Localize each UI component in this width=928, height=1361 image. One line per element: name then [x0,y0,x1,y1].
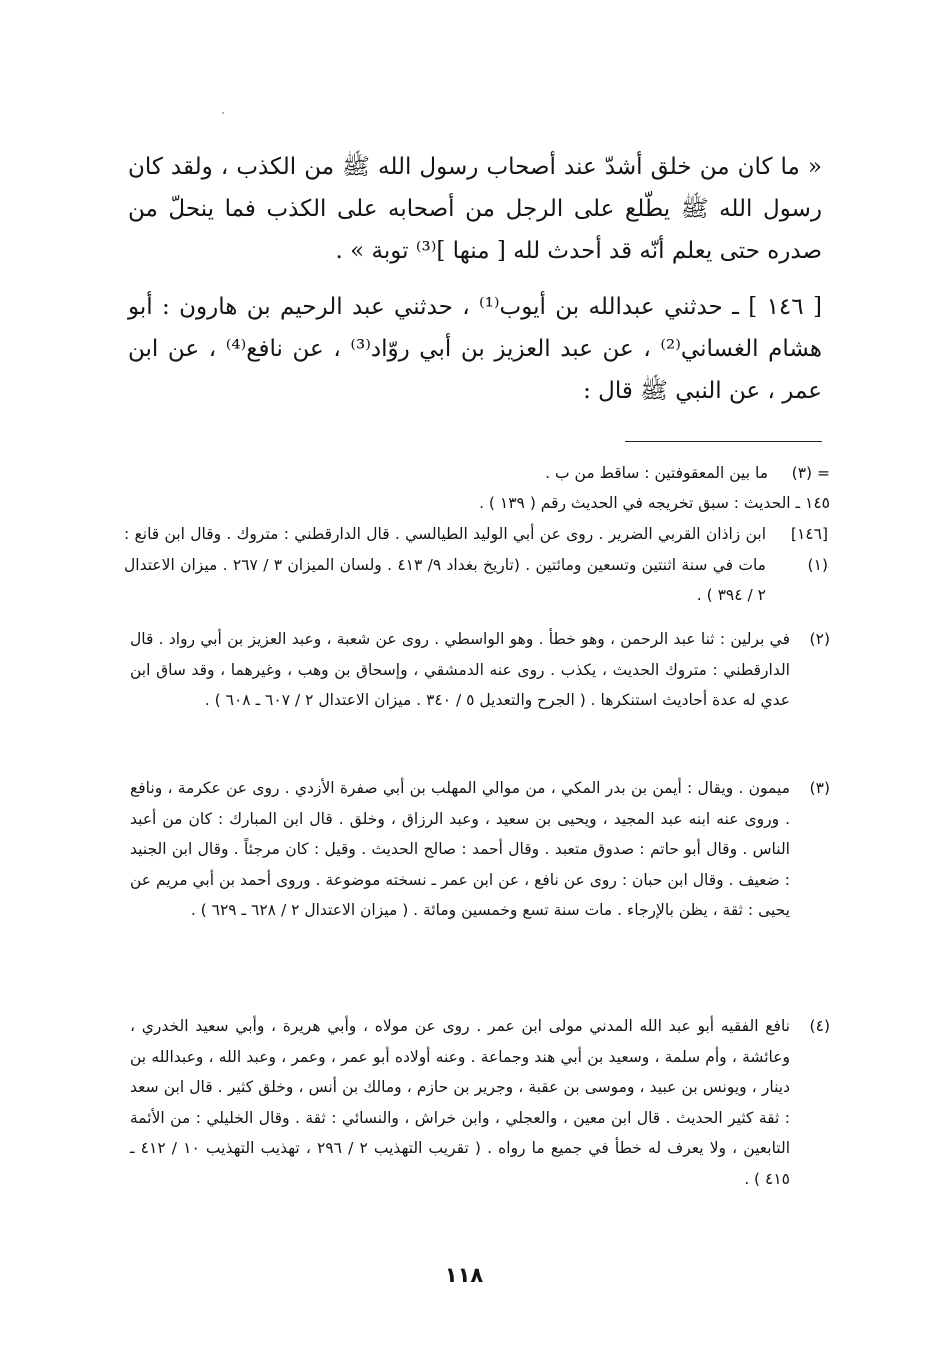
footnote-text: ابن زاذان القربي الضرير . روى عن أبي الوليد الطيالسي . قال الدارقطني : متروك . وقال ابن قانع : مات في سنة اثنتين وتسعين ومائتين . (تاريخ بغداد ٩/ ٤١٣ . ولسان الميزان ٣ / ٢٦٧ . ميزان الاعتدال ٢ / ٣٩٤ ) . [124,525,766,604]
main-paragraph-hadith-quote: « ما كان من خلق أشدّ عند أصحاب رسول الله ﷺ من الكذب ، ولقد كان رسول الله ﷺ يطّلع على الرجل من أصحابه على الكذب فما ينحلّ من صدره حتى يعلم أنّه قد أحدث لله [ منها ]⁽³⁾ توبة » . [128,154,822,264]
page-speck [222,112,224,114]
footnote-text: ما بين المعقوفتين : ساقط من ب . [545,464,768,482]
footnote-separator-rule [625,441,822,442]
footnote-145 [130,488,830,519]
footnote-146-1 [124,519,828,611]
footnote-text: ١٤٥ ـ الحديث : سبق تخريجه في الحديث رقم ( ١٣٩ ) . [479,494,830,512]
footnote-label: = (٣) [791,464,830,482]
footnote-label: (٤) [809,1017,830,1035]
page-number: ١١٨ [444,1263,484,1287]
footnote-3 [130,773,830,926]
footnote-text: ميمون . ويقال : أيمن بن بدر المكي ، من موالي المهلب بن أبي صفرة الأزدي . روى عن عكرمة ، ونافع . وروى عنه ابنه عبد المجيد ، ويحيى بن سعيد ، وعبد الرزاق ، وخلق . قال ابن المبارك : كان من أعبد الناس . وقال أبو حاتم : صدوق متعبد . وقال أحمد : صالح الحديث . وقيل : كان مرجئاً . وقال ابن الجنيد : ضعيف . وقال ابن حبان : روى عن نافع ، عن ابن عمر ـ نسخته موضوعة . وروى أحمد بن أبي مريم عن يحيى : ثقة ، يظن بالإرجاء . مات سنة تسع وخمسين ومائة . ( ميزان الاعتدال ٢ / ٦٢٨ ـ ٦٢٩ ) . [130,779,790,919]
footnote-label: [١٤٦] (١) [790,525,828,574]
footnote-2 [130,624,830,716]
footnote-text: في برلين : ثنا عبد الرحمن ، وهو خطأ . وهو الواسطي . روى عن شعبة ، وعبد العزيز بن أبي رواد . قال الدارقطني : متروك الحديث ، يكذب . روى عنه الدمشقي ، وإسحاق بن وهب ، وغيرهما ، وقد ساق ابن عدي له عدة أحاديث استنكرها . ( الجرح والتعديل ٥ / ٣٤٠ . ميزان الاعتدال ٢ / ٦٠٧ ـ ٦٠٨ ) . [130,630,790,709]
footnote-4 [130,1011,830,1194]
main-paragraph-hadith-146-chain: [ ١٤٦ ] ـ حدثني عبدالله بن أيوب⁽¹⁾ ، حدثني عبد الرحيم بن هارون : أبو هشام الغساني⁽²⁾ ، عن عبد العزيز بن أبي روّاد⁽³⁾ ، عن نافع⁽⁴⁾ ، عن ابن عمر ، عن النبي ﷺ قال : [128,294,822,404]
footnote-label: (٢) [809,630,830,648]
footnote-carryover-3 [130,458,830,489]
footnote-text: نافع الفقيه أبو عبد الله المدني مولى ابن عمر . روى عن مولاه ، وأبي هريرة ، وأبي سعيد الخدري ، وعائشة ، وأم سلمة ، وسعيد بن أبي هند وجماعة . وعنه أولاده أبو عمر ، وعمر ، وعبد الله ، وعبدالله بن دينار ، ويونس بن عبيد ، وموسى بن عقبة ، وجرير بن حازم ، ومالك بن أنس ، وخلق كثير . قال ابن سعد : ثقة كثير الحديث . قال ابن معين ، والعجلي ، وابن خراش ، والنسائي : ثقة . وقال الخليلي : من الأئمة التابعين ، ولا يعرف له خطأ في جميع ما رواه . ( تقريب التهذيب ٢ / ٢٩٦ ، تهذيب التهذيب ١٠ / ٤١٢ ـ ٤١٥ ) . [130,1017,791,1188]
footnote-label: (٣) [809,779,830,797]
